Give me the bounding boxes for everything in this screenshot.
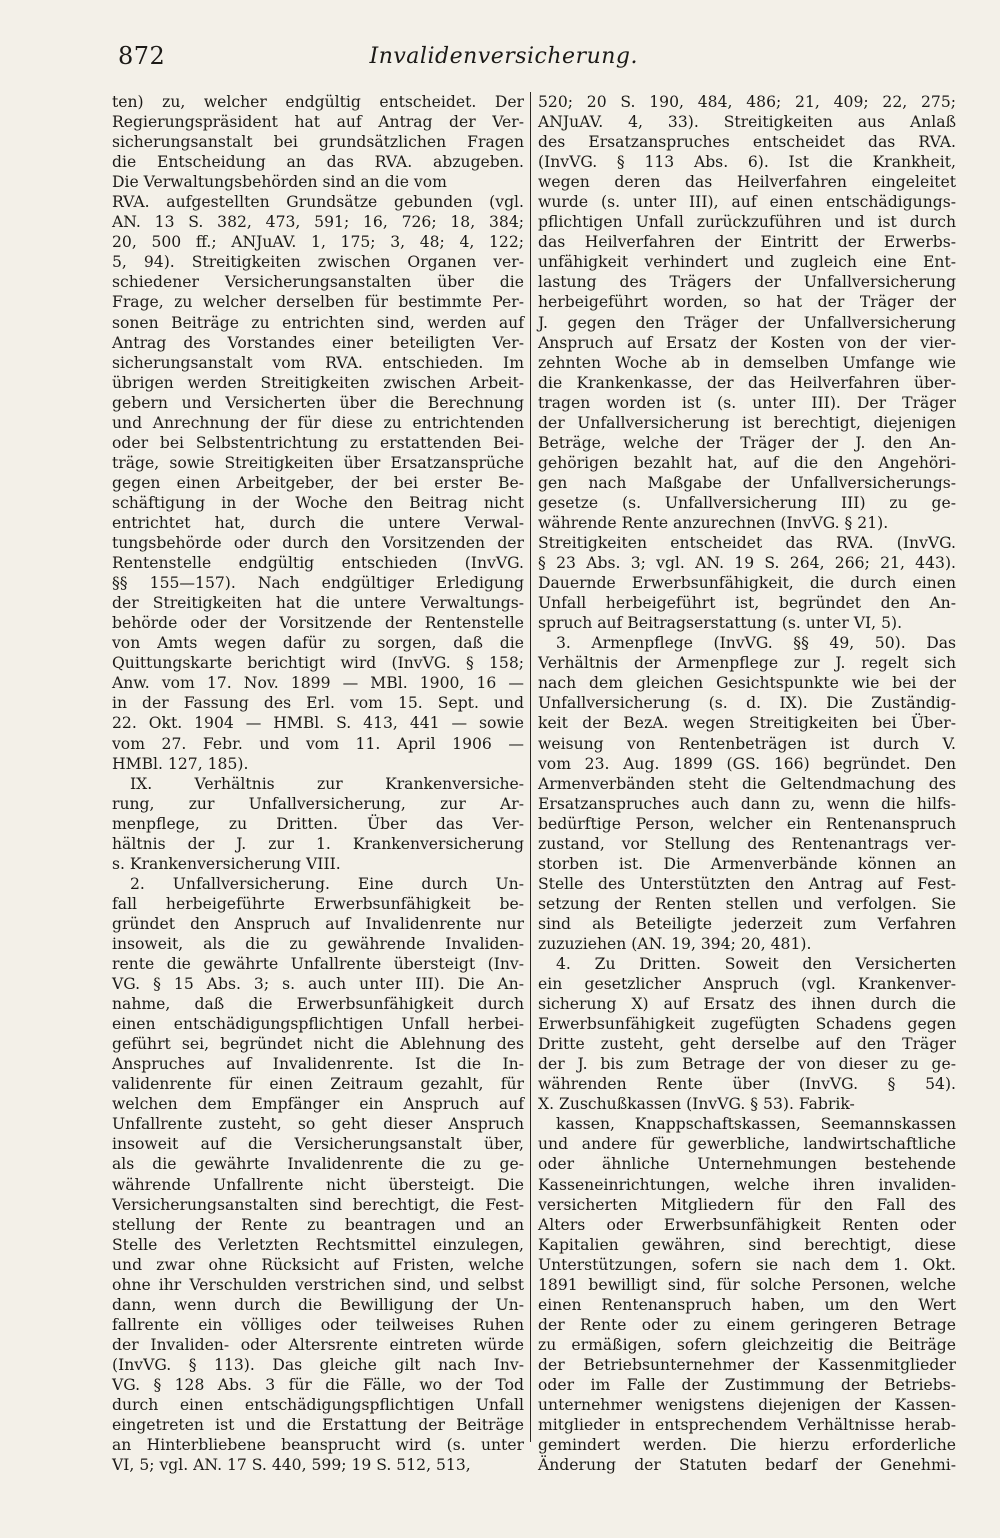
right-column-line: mitglieder in entsprechendem Verhältnisse herab- — [538, 1416, 956, 1435]
right-column-line: oder ähnliche Unternehmungen bestehende — [538, 1155, 956, 1174]
right-column-line: Beträge, welche der Träger der J. den An- — [538, 433, 956, 452]
right-column-line: Unterstützungen, sofern sie nach dem 1. Okt. — [538, 1255, 956, 1274]
right-column-line: wurde (s. unter III), auf einen entschädigungs- — [538, 193, 956, 212]
left-column-line: VG. § 128 Abs. 3 für die Fälle, wo der Tod — [112, 1376, 524, 1394]
left-column-line: Anspruches auf Invalidenrente. Ist die In- — [112, 1055, 524, 1074]
right-column-line: unternehmer wenigstens diejenigen der Kassen- — [538, 1396, 956, 1415]
left-column-line: VI, 5; vgl. AN. 17 S. 440, 599; 19 S. 512, 513, — [112, 1456, 471, 1475]
right-column-line: ANJuAV. 4, 33). Streitigkeiten aus Anlaß — [538, 113, 956, 132]
right-column-line: § 23 Abs. 3; vgl. AN. 19 S. 264, 266; 21, 443). — [538, 554, 956, 573]
left-column-line: Regierungspräsident hat auf Antrag der Ver- — [112, 113, 524, 132]
right-column-line: kassen, Knappschaftskassen, Seemannskassen — [556, 1115, 956, 1134]
right-column-line: (InvVG. § 113 Abs. 6). Ist die Krankheit, — [538, 153, 956, 172]
left-column-line: insoweit, als die zu gewährende Invaliden- — [112, 934, 524, 953]
left-column-line: fall herbeigeführte Erwerbsunfähigkeit be- — [112, 894, 524, 913]
left-column-line: der Invaliden- oder Altersrente eintreten würde — [112, 1335, 524, 1354]
right-column-line: der J. bis zum Betrage der von dieser zu ge- — [538, 1055, 956, 1074]
left-column-line: tungsbehörde oder durch den Vorsitzenden der — [112, 534, 524, 553]
left-column-line: vom 27. Febr. und vom 11. April 1906 — — [112, 734, 524, 753]
left-column-line: IX. Verhältnis zur Krankenversiche- — [130, 774, 524, 793]
left-column-line: Anw. vom 17. Nov. 1899 — MBl. 1900, 16 — — [112, 674, 524, 693]
right-column-line: Streitigkeiten entscheidet das RVA. (InvVG. — [538, 534, 956, 553]
left-column-line: in der Fassung des Erl. vom 15. Sept. und — [112, 694, 524, 713]
left-column-line: Frage, zu welcher derselben für bestimmte Per- — [112, 293, 524, 312]
left-column-line: nahme, daß die Erwerbsunfähigkeit durch — [112, 995, 524, 1014]
right-column-line: währende Rente anzurechnen (InvVG. § 21). — [538, 513, 889, 532]
left-column-line: dann, wenn durch die Bewilligung der Un- — [112, 1295, 524, 1314]
right-column-line: J. gegen den Träger der Unfallversicherung — [538, 313, 956, 332]
right-column-line: gehörigen bezahlt hat, auf die den Angehöri- — [538, 453, 956, 472]
right-column-line: Ersatzanspruches auch dann zu, wenn die hilfs- — [538, 794, 956, 813]
left-column-line: 20, 500 ff.; ANJuAV. 1, 175; 3, 48; 4, 122; — [112, 233, 524, 252]
right-column-line: 4. Zu Dritten. Soweit den Versicherten — [556, 955, 956, 974]
left-column-line: schiedener Versicherungsanstalten über die — [112, 273, 524, 292]
right-column-line: keit der BezA. wegen Streitigkeiten bei Über- — [538, 714, 956, 733]
right-column-line: lastung des Trägers der Unfallversicherung — [538, 273, 956, 292]
right-column-line: nach dem gleichen Gesichtspunkte wie bei der — [538, 674, 956, 693]
left-column-line: gründet den Anspruch auf Invalidenrente nur — [112, 914, 524, 933]
left-column-line: gegen einen Arbeitgeber, der bei erster Be- — [112, 473, 524, 492]
left-column-line: AN. 13 S. 382, 473, 591; 16, 726; 18, 384; — [112, 213, 524, 232]
left-column-line: 2. Unfallversicherung. Eine durch Un- — [130, 874, 524, 893]
running-title: Invalidenversicherung. — [369, 44, 638, 69]
right-column-line: 1891 bewilligt sind, für solche Personen, welche — [538, 1275, 956, 1294]
right-column-line: sind als Beteiligte jederzeit zum Verfahren — [538, 914, 956, 933]
right-column-line: der Unfallversicherung ist berechtigt, diejenigen — [538, 413, 956, 432]
left-column-line: eingetreten ist und die Erstattung der Beiträge — [112, 1416, 524, 1435]
left-column-line: durch einen entschädigungspflichtigen Unfall — [112, 1396, 524, 1415]
left-column-line: sicherungsanstalt bei grundsätzlichen Fragen — [112, 133, 524, 152]
right-column-line: Dauernde Erwerbsunfähigkeit, die durch einen — [538, 574, 956, 593]
right-column-line: Alters oder Erwerbsunfähigkeit Renten oder — [538, 1215, 956, 1234]
left-column-line: Versicherungsanstalten sind berechtigt, die Fest- — [112, 1195, 524, 1214]
right-column — [538, 92, 956, 1475]
left-column-line: gebern und Versicherten über die Berechnung — [112, 393, 524, 412]
right-column-line: Unfallversicherung (s. d. IX). Die Zuständig- — [538, 694, 956, 713]
right-column-line: unfähigkeit verhindert und zugleich eine Ent- — [538, 253, 956, 272]
right-column-line: Verhältnis der Armenpflege zur J. regelt sich — [538, 654, 956, 673]
right-column-line: Kasseneinrichtungen, welche ihren invaliden- — [538, 1175, 956, 1194]
left-column-line: Quittungskarte berichtigt wird (InvVG. § 158; — [112, 654, 524, 673]
right-column-line: 3. Armenpflege (InvVG. §§ 49, 50). Das — [556, 634, 956, 653]
right-column-line: vom 23. Aug. 1899 (GS. 166) begründet. Den — [538, 754, 956, 773]
left-column-line: insoweit auf die Versicherungsanstalt über, — [112, 1135, 524, 1154]
left-column-line: s. Krankenversicherung VIII. — [112, 854, 341, 873]
right-column-line: wegen deren das Heilverfahren eingeleitet — [538, 173, 956, 192]
left-column-line: und zwar ohne Rücksicht auf Fristen, welche — [112, 1255, 524, 1274]
right-column-line: Änderung der Statuten bedarf der Genehmi- — [538, 1456, 956, 1475]
left-column-line: stellung der Rente zu beantragen und an — [112, 1215, 524, 1234]
right-column-line: oder im Falle der Zustimmung der Betriebs- — [538, 1376, 956, 1394]
page-number: 872 — [118, 42, 166, 70]
left-column-line: schäftigung in der Woche den Beitrag nicht — [112, 493, 524, 512]
right-column-line: X. Zuschußkassen (InvVG. § 53). Fabrik- — [538, 1095, 855, 1114]
left-column-line: 22. Okt. 1904 — HMBl. S. 413, 441 — sowie — [112, 714, 524, 733]
right-column-line: die Krankenkasse, der das Heilverfahren über- — [538, 373, 956, 392]
left-column-line: sicherungsanstalt vom RVA. entschieden. Im — [112, 353, 524, 372]
left-column-line: Stelle des Verletzten Rechtsmittel einzulegen, — [112, 1235, 524, 1254]
left-column-line: entrichtet hat, durch die untere Verwal- — [112, 513, 524, 532]
left-column-line: 5, 94). Streitigkeiten zwischen Organen ver- — [112, 253, 524, 272]
right-column-line: zuzuziehen (AN. 19, 394; 20, 481). — [538, 934, 812, 953]
left-column-line: der Streitigkeiten hat die untere Verwaltungs- — [112, 594, 524, 613]
left-column-line: währende Unfallrente nicht übersteigt. Die — [112, 1175, 524, 1194]
right-column-line: Dritte zusteht, geht derselbe auf den Träger — [538, 1035, 956, 1054]
left-column-line: behörde oder der Vorsitzende der Rentenstelle — [112, 614, 524, 633]
left-column-line: rung, zur Unfallversicherung, zur Ar- — [112, 794, 524, 813]
right-column-line: und andere für gewerbliche, landwirtschaftliche — [538, 1135, 956, 1154]
left-column-line: ohne ihr Verschulden verstrichen sind, und selbst — [112, 1275, 524, 1294]
right-column-line: zu ermäßigen, sofern gleichzeitig die Beiträge — [538, 1335, 956, 1354]
left-column-line: menpflege, zu Dritten. Über das Ver- — [112, 814, 524, 833]
left-column-line: von Amts wegen dafür zu sorgen, daß die — [112, 634, 524, 653]
left-column-line: an Hinterbliebene beansprucht wird (s. unter — [112, 1436, 524, 1455]
right-column-line: sicherung X) auf Ersatz des ihnen durch die — [538, 995, 956, 1014]
right-column-line: Kapitalien gewähren, sind berechtigt, diese — [538, 1235, 956, 1254]
right-column-line: spruch auf Beitragserstattung (s. unter VI, 5). — [538, 614, 903, 633]
right-column-line: zustand, vor Stellung des Rentenantrags ver- — [538, 834, 956, 853]
right-column-line: Stelle des Unterstützten den Antrag auf Fest- — [538, 874, 956, 893]
right-column-line: währenden Rente über (InvVG. § 54). — [538, 1075, 956, 1094]
right-column-line: setzung der Renten stellen und verfolgen. Sie — [538, 894, 956, 913]
left-column-line: validenrente für einen Zeitraum gezahlt, für — [112, 1075, 524, 1094]
left-column-line: übrigen werden Streitigkeiten zwischen Arbeit- — [112, 373, 524, 392]
right-column-line: weisung von Rentenbeträgen ist durch V. — [538, 734, 956, 753]
left-column-line: Die Verwaltungsbehörden sind an die vom — [112, 173, 447, 192]
right-column-line: zehnten Woche ab in demselben Umfange wie — [538, 353, 956, 372]
left-column-line: und Anrechnung der für diese zu entrichtenden — [112, 413, 524, 432]
left-column-line: §§ 155—157). Nach endgültiger Erledigung — [112, 574, 524, 593]
left-column-line: RVA. aufgestellten Grundsätze gebunden (vgl. — [112, 193, 524, 212]
right-column-line: ein gesetzlicher Anspruch (vgl. Krankenver- — [538, 975, 956, 994]
left-column-line: träge, sowie Streitigkeiten über Ersatzansprüche — [112, 453, 524, 472]
right-column-line: einen Rentenanspruch haben, um den Wert — [538, 1295, 956, 1314]
left-column-line: HMBl. 127, 185). — [112, 754, 249, 773]
left-column — [112, 92, 524, 1475]
right-column-line: herbeigeführt worden, so hat der Träger der — [538, 293, 956, 312]
right-column-line: Armenverbänden steht die Geltendmachung des — [538, 774, 956, 793]
left-column-line: Unfallrente zusteht, so geht dieser Anspruch — [112, 1115, 524, 1134]
left-column-line: die Entscheidung an das RVA. abzugeben. — [112, 153, 524, 172]
left-column-line: rente die gewährte Unfallrente übersteigt (Inv- — [112, 955, 524, 974]
right-column-line: storben ist. Die Armenverbände können an — [538, 854, 956, 873]
right-column-line: Anspruch auf Ersatz der Kosten von der vier- — [538, 333, 956, 352]
left-column-line: sonen Beiträge zu entrichten sind, werden auf — [112, 313, 524, 332]
left-column-line: ten) zu, welcher endgültig entscheidet. Der — [112, 93, 524, 111]
left-column-line: welchen dem Empfänger ein Anspruch auf — [112, 1095, 524, 1114]
left-column-line: (InvVG. § 113). Das gleiche gilt nach Inv- — [112, 1355, 524, 1374]
right-column-line: das Heilverfahren der Eintritt der Erwerbs- — [538, 233, 956, 252]
right-column-line: Unfall herbeigeführt ist, begründet den An- — [538, 594, 956, 613]
left-column-line: Antrag des Vorstandes einer beteiligten Ver- — [112, 333, 524, 352]
right-column-line: versicherten Mitgliedern für den Fall des — [538, 1195, 956, 1214]
left-column-line: als die gewährte Invalidenrente die zu ge- — [112, 1155, 524, 1174]
right-column-line: 520; 20 S. 190, 484, 486; 21, 409; 22, 275; — [538, 93, 956, 111]
right-column-line: bedürftige Person, welcher ein Rentenanspruch — [538, 814, 956, 833]
right-column-line: gemindert werden. Die hierzu erforderliche — [538, 1436, 956, 1455]
right-column-line: tragen worden ist (s. unter III). Der Träger — [538, 393, 956, 412]
left-column-line: Rentenstelle endgültig entschieden (InvVG. — [112, 554, 524, 573]
left-column-line: hältnis der J. zur 1. Krankenversicherung — [112, 834, 524, 853]
right-column-line: der Rente oder zu einem geringeren Betrage — [538, 1315, 956, 1334]
left-column-line: oder bei Selbstentrichtung zu erstattenden Bei- — [112, 433, 524, 452]
column-divider — [530, 92, 531, 1442]
left-column-line: fallrente ein völliges oder teilweises Ruhen — [112, 1315, 524, 1334]
right-column-line: gen nach Maßgabe der Unfallversicherungs- — [538, 473, 956, 492]
right-column-line: des Ersatzanspruches entscheidet das RVA. — [538, 133, 956, 152]
left-column-line: VG. § 15 Abs. 3; s. auch unter III). Die An- — [112, 975, 524, 994]
right-column-line: pflichtigen Unfall zurückzuführen und ist durch — [538, 213, 956, 232]
right-column-line: Erwerbsunfähigkeit zugefügten Schadens gegen — [538, 1015, 956, 1034]
left-column-line: geführt sei, begründet nicht die Ablehnung des — [112, 1035, 524, 1054]
right-column-line: gesetze (s. Unfallversicherung III) zu ge- — [538, 493, 956, 512]
right-column-line: der Betriebsunternehmer der Kassenmitglieder — [538, 1355, 956, 1374]
left-column-line: einen entschädigungspflichtigen Unfall herbei- — [112, 1015, 524, 1034]
